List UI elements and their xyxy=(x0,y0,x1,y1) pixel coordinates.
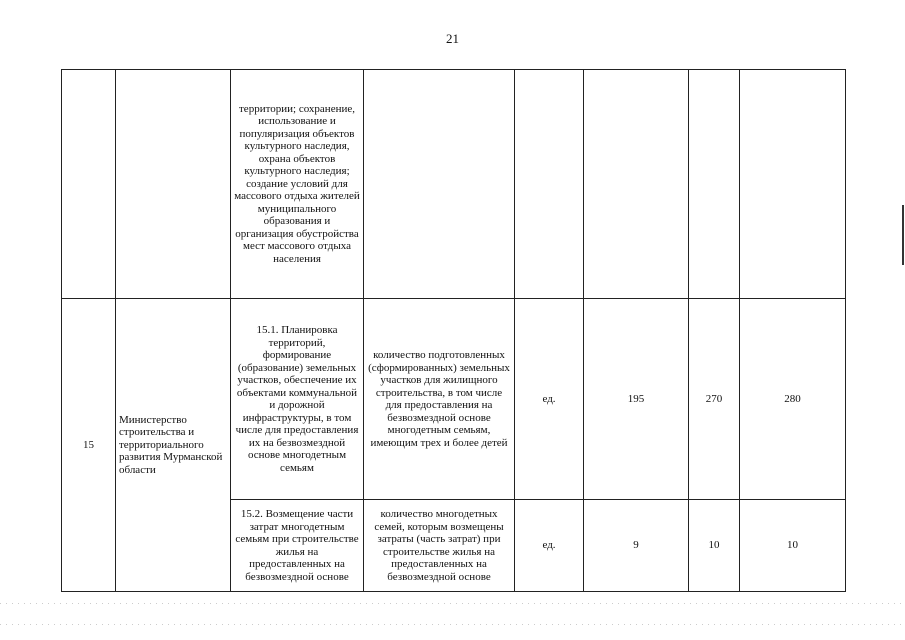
cell-unit-15-1: ед. xyxy=(515,299,584,500)
cell-indicator-15-1: количество подготовленных (сформированных) земельных участков для жилищного строительства, в том числе для предоставления на безвозмездной основе многодетным семьям, имеющим трех и более детей xyxy=(364,299,515,500)
cell-value-2-15-1: 270 xyxy=(689,299,740,500)
cell-unit-15-2: ед. xyxy=(515,500,584,592)
cell-activity-15-2: 15.2. Возмещение части затрат многодетным семьям при строительстве жилья на предоставленных на безвозмездной основе xyxy=(231,500,364,592)
cell-value-1-15-1: 195 xyxy=(584,299,689,500)
cell-activity: территории; сохранение, использование и популяризация объектов культурного наследия, охрана объектов культурного наследия; создание условий для массового отдыха жителей муниципального образования и организация обустройства мест массового отдыха населения xyxy=(231,70,364,299)
cell-value-3-15-1: 280 xyxy=(740,299,846,500)
cell-value-2-15-2: 10 xyxy=(689,500,740,592)
scan-artifact-line xyxy=(0,624,905,625)
cell-indicator-15-2: количество многодетных семей, которым возмещены затраты (часть затрат) при строительстве жилья на предоставленных на безвозмездной основе xyxy=(364,500,515,592)
cell-value-2-empty xyxy=(689,70,740,299)
cell-value-1-empty xyxy=(584,70,689,299)
cell-value-1-15-2: 9 xyxy=(584,500,689,592)
cell-row-number: 15 xyxy=(62,299,116,592)
cell-executor: Министерство строительства и территориального развития Мурманской области xyxy=(116,299,231,592)
cell-number-empty xyxy=(62,70,116,299)
cell-activity-15-1: 15.1. Планировка территорий, формирование (образование) земельных участков, обеспечение их объектами коммунальной и дорожной инфраструктуры, в том числе для предоставления их на безвозмездной основе многодетным семьям xyxy=(231,299,364,500)
cell-value-3-15-2: 10 xyxy=(740,500,846,592)
cell-indicator-empty xyxy=(364,70,515,299)
scan-edge-mark xyxy=(902,205,904,265)
cell-value-3-empty xyxy=(740,70,846,299)
table-row-15-1 xyxy=(62,299,846,500)
scan-artifact-line xyxy=(0,603,905,604)
cell-executor-empty xyxy=(116,70,231,299)
page-number: 21 xyxy=(446,31,459,46)
table-row-continuation xyxy=(62,70,846,299)
cell-unit-empty xyxy=(515,70,584,299)
indicators-table xyxy=(61,69,846,592)
